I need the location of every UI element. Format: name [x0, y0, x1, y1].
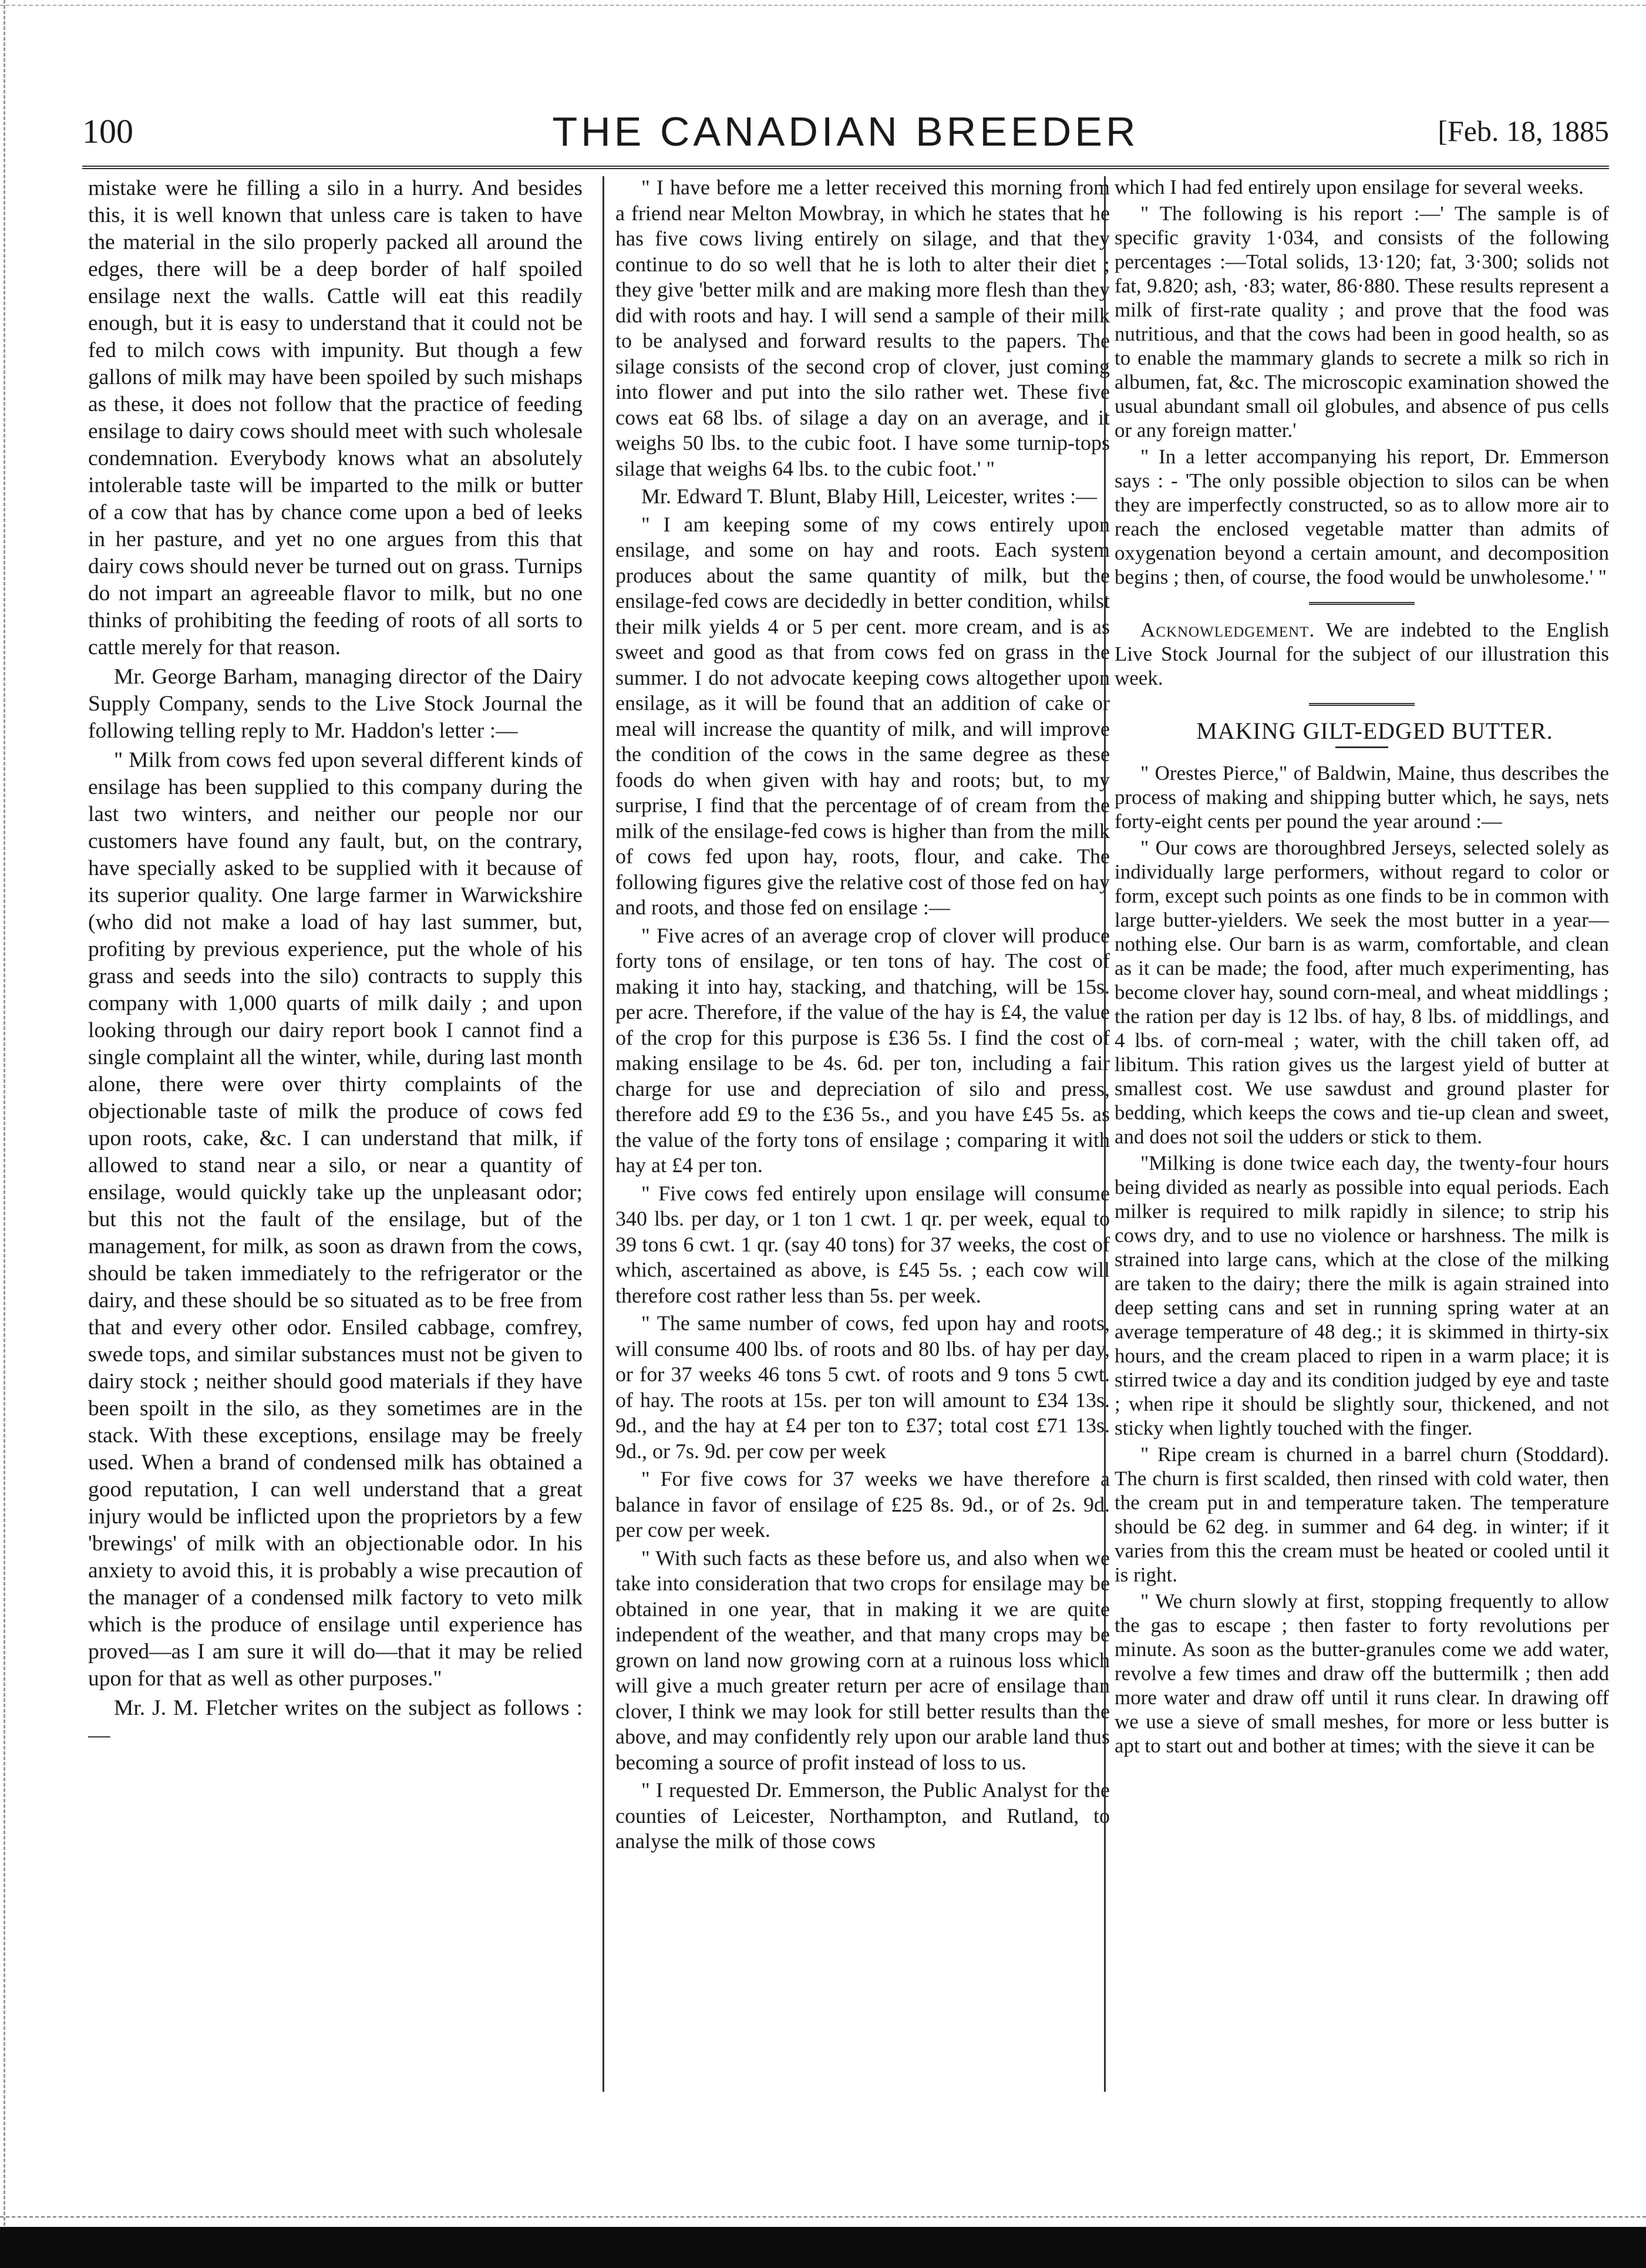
paragraph: " With such facts as these before us, and also when we take into consideration that two crops for ensilage may be obtained in one year, that in making it we are quite independent of the weather, and that many crops may be grown on land now growing corn at a ruinous loss which will give a much greater return per acre of ensilage than clover, I think we may look for still better results than the above, and may confidently rely upon our arable land thus becoming a source of profit instead of loss to us.: [615, 1546, 1110, 1774]
issue-date: [Feb. 18, 1885: [1438, 115, 1609, 147]
paragraph: Mr. Edward T. Blunt, Blaby Hill, Leicester, writes :—: [641, 484, 1098, 508]
column-3: [1115, 175, 1609, 2095]
column-1: [88, 175, 583, 2095]
section-rule: [1309, 602, 1415, 605]
column-divider: [602, 176, 604, 2092]
paragraph: " I have before me a letter received this morning from a friend near Melton Mowbray, in which he states that he has five cows living entirely on silage, and that they continue to do so well that he is loth to alter their diet ; they give 'better milk and are making more flesh than they did with roots and hay. I will send a sample of their milk to be analysed and forward results to the papers. The silage consists of the second crop of clover, just coming into flower and put into the silo rather wet. These five cows eat 68 lbs. of silage a day on an average, and it weighs 50 lbs. to the cubic foot. I have some turnip-tops silage that weighs 64 lbs. to the cubic foot.' ": [615, 176, 1110, 480]
headline-rule: [1335, 746, 1388, 748]
section-rule: [1309, 703, 1415, 706]
scan-edge-left: [4, 0, 5, 2226]
paragraph: " The following is his report :—' The sample is of specific gravity 1·034, and consists of the following percentages :—Total solids, 13·120; fat, 3·300; solids not fat, 9.820; ash, ·83; water, 86·880. These results represent a milk of first-rate quality ; and prove that the food was nutritious, and that the cows had been in good health, so as to enable the mammary glands to secrete a milk so rich in albumen, fat, &c. The microscopic examination showed the usual abundant small oil globules, and absence of pus cells or any foreign matter.': [1115, 202, 1609, 442]
paragraph: " Orestes Pierce," of Baldwin, Maine, thus describes the process of making and shipping butter which, he says, nets forty-eight cents per pound the year around :—: [1115, 762, 1609, 833]
scan-edge-top: [0, 5, 1646, 6]
paragraph: which I had fed entirely upon ensilage for several weeks.: [1115, 176, 1584, 198]
acknowledgement-text: We are indebted to the English Live Stock Journal for the subject of our illustration this week.: [1115, 618, 1609, 689]
paragraph: Mr. J. M. Fletcher writes on the subject as follows :—: [88, 1696, 583, 1747]
paragraph: " I am keeping some of my cows entirely upon ensilage, and some on hay and roots. Each system produces about the same quantity of milk, but the ensilage-fed cows are decidedly in better condition, whilst their milk yields 4 or 5 per cent. more cream, and is as sweet and good as that from cows fed on grass in the summer. I do not advocate keeping cows altogether upon ensilage, as it will be found that an addition of cake or meal will increase the quantity of milk, and will improve the condition of the cows in the same degree as these foods do when given with hay and roots; but, to my surprise, I find that the percentage of of cream from the milk of the ensilage-fed cows is higher than from the milk of cows fed upon hay, roots, flour, and cake. The following figures give the relative cost of those fed on hay and roots, and those fed on ensilage :—: [615, 512, 1110, 919]
header-rule: [82, 166, 1609, 169]
newspaper-title: THE CANADIAN BREEDER: [552, 109, 1139, 154]
paragraph: " Five cows fed entirely upon ensilage will consume 340 lbs. per day, or 1 ton 1 cwt. 1 qr. per week, equal to 39 tons 6 cwt. 1 qr. (say 40 tons) for 37 weeks, the cost of which, ascertained as above, is £45 5s. ; each cow will therefore cost rather less than 5s. per week.: [615, 1181, 1110, 1307]
page-header: [82, 109, 1609, 159]
paragraph: " Our cows are thoroughbred Jerseys, selected solely as individually large performers, without regard to color or form, except such points as one finds to be in common with large butter-yielders. We seek the most butter in a year—nothing else. Our barn is as warm, comfortable, and clean as it can be made; the food, after much experimenting, has become clover hay, sound corn-meal, and wheat middlings ; the ration per day is 12 lbs. of hay, 8 lbs. of middlings, and 4 lbs. of corn-meal ; water, with the chill taken off, ad libitum. This ration gives us the largest yield of butter at smallest cost. We use sawdust and ground plaster for bedding, which keeps the cows and tie-up clean and sweet, and does not soil the udders or stick to them.: [1115, 836, 1609, 1148]
paragraph: Mr. George Barham, managing director of the Dairy Supply Company, sends to the Live Stock Journal the following telling reply to Mr. Haddon's letter :—: [88, 665, 583, 743]
paragraph: "Milking is done twice each day, the twenty-four hours being divided as nearly as possible into equal periods. Each milker is required to milk rapidly in silence; to strip his cows dry, and to use no violence or harshness. The milk is strained into large cans, which at the close of the milking are taken to the dairy; there the milk is again strained into deep setting cans and set in running spring water at an average temperature of 48 deg.; it is skimmed in thirty-six hours, and the cream placed to ripen in a warm place; it is stirred twice a day and its condition judged by eye and taste ; when ripe it should be slightly sour, thickened, and not sticky when lightly touched with the finger.: [1115, 1152, 1609, 1439]
scan-edge-bottom: [0, 2216, 1646, 2217]
page-number: 100: [82, 112, 133, 150]
paragraph: " Five acres of an average crop of clover will produce forty tons of ensilage, or ten tons of hay. The cost of making it into hay, stacking, and thatching, will be 15s. per acre. Therefore, if the value of the hay is £4, the value of the crop for this purpose is £36 5s. I find the cost of making ensilage to be 4s. 6d. per ton, including a fair charge for use and depreciation of silo and press, therefore add £9 to the £36 5s., and you have £45 5s. as the value of the forty tons of ensilage ; comparing it with hay at £4 per ton.: [615, 923, 1110, 1177]
paragraph: " We churn slowly at first, stopping frequently to allow the gas to escape ; then faster to forty revolutions per minute. As soon as the butter-granules come we add water, revolve a few times and draw off the buttermilk ; then add more water and draw off until it runs clear. In drawing off we use a sieve of small meshes, for more or less butter is apt to start out and bother at times; with the sieve it can be: [1115, 1590, 1609, 1757]
paragraph: " Milk from cows fed upon several different kinds of ensilage has been supplied to this company during the last two winters, and neither our people nor our customers have found any fault, but, on the contrary, have specially asked to be supplied with it because of its superior quality. One large farmer in Warwickshire (who did not make a load of hay last summer, but, profiting by previous experience, put the whole of his grass and seeds into the silo) contracts to supply this company with 1,000 quarts of milk daily ; and upon looking through our dairy report book I cannot find a single complaint all the winter, while, during last month alone, there were over thirty complaints of the objectionable taste of milk the produce of cows fed upon roots, cake, &c. I can understand that milk, if allowed to stand near a silo, or near a quantity of ensilage, would quickly take up the unpleasant odor; but this not the fault of the ensilage, but of the management, for milk, as soon as drawn from the cows, should be taken immediately to the refrigerator or the dairy, and these should be so situated as to be free from that and every other odor. Ensiled cabbage, comfrey, swede tops, and similar substances must not be given to dairy stock ; neither should good materials if they have been spoilt in the silo, as they sometimes are in the stack. With these exceptions, ensilage may be freely used. When a brand of condensed milk has obtained a good reputation, I can well understand that a great injury would be inflicted upon the proprietors by a few 'brewings' of milk with an objectionable odor. In his anxiety to avoid this, it is probably a wise precaution of the manager of a condensed milk factory to veto milk which is the produce of ensilage until experience has proved—as I am sure it will do—that it may be relied upon for that as well as other purposes.": [88, 748, 583, 1691]
paragraph: " In a letter accompanying his report, Dr. Emmerson says : - 'The only possible objection to silos can be when they are imperfectly constructed, so as to allow more air to reach the enclosed vegetable matter than admits of oxygenation beyond a certain amount, and decomposition begins ; then, of course, the food would be unwholesome.' ": [1115, 445, 1609, 588]
paragraph: mistake were he filling a silo in a hurry. And besides this, it is well known that unless care is taken to have the material in the silo properly packed all around the edges, there will be a deep border of half spoiled ensilage next the walls. Cattle will eat this readily enough, but it is easy to understand that it could not be fed to milch cows with impunity. But though a few gallons of milk may have been spoiled by such mishaps as these, it does not follow that the practice of feeding ensilage to dairy cows should meet with such wholesale condemnation. Everybody knows what an absolutely intolerable taste will be imparted to the milk or butter of a cow that has by chance come upon a bed of leeks in her pasture, and yet no one argues from this that dairy cows should never be turned out on grass. Turnips do not impart an agreeable flavor to milk, but no one thinks of prohibiting the feeding of roots of all sorts to cattle merely for that reason.: [88, 176, 583, 659]
article-headline: MAKING GILT-EDGED BUTTER.: [1196, 718, 1553, 744]
scan-border-bar: [0, 2227, 1646, 2268]
acknowledgement-label: Acknowledgement.: [1140, 618, 1315, 641]
column-2: [615, 175, 1110, 2095]
paragraph: " The same number of cows, fed upon hay and roots, will consume 400 lbs. of roots and 80 lbs. of hay per day, or for 37 weeks 46 tons 5 cwt. of roots and 9 tons 5 cwt. of hay. The roots at 15s. per ton will amount to £34 13s. 9d., and the hay at £4 per ton to £37; total cost £71 13s. 9d., or 7s. 9d. per cow per week: [615, 1311, 1110, 1463]
paragraph: " Ripe cream is churned in a barrel churn (Stoddard). The churn is first scalded, then rinsed with cold water, then the cream put in and temperature taken. The temperature should be 62 deg. in summer and 64 deg. in winter; if it varies from this the cream must be heated or cooled until it is right.: [1115, 1443, 1609, 1586]
acknowledgement-paragraph: [1115, 618, 1609, 690]
paragraph: " For five cows for 37 weeks we have therefore a balance in favor of ensilage of £25 8s. 9d., or of 2s. 9d. per cow per week.: [615, 1467, 1110, 1542]
paragraph: " I requested Dr. Emmerson, the Public Analyst for the counties of Leicester, Northampton, and Rutland, to analyse the milk of those cows: [615, 1778, 1110, 1853]
